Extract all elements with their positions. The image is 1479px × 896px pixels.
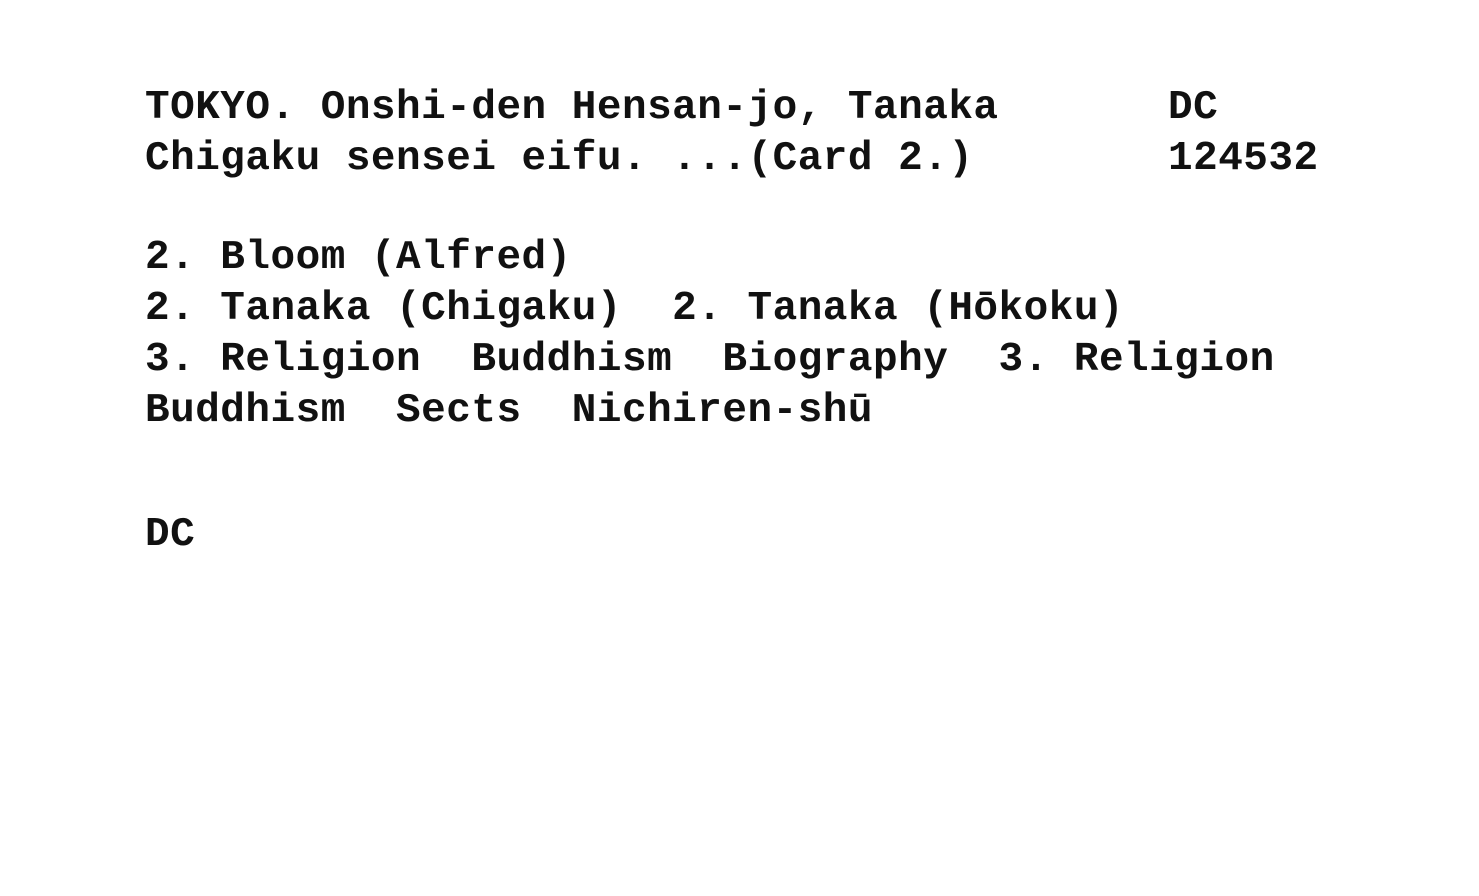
tracing-line-2: 2. Tanaka (Chigaku) 2. Tanaka (Hōkoku)	[145, 286, 1125, 332]
card-heading-line-1: TOKYO. Onshi-den Hensan-jo, Tanaka	[145, 85, 999, 131]
tracing-line-3: 3. Religion Buddhism Biography 3. Religion	[145, 337, 1275, 383]
call-number: 124532	[1168, 136, 1319, 182]
footer-location-code: DC	[145, 512, 196, 558]
card-heading-line-2: Chigaku sensei eifu. ...(Card 2.)	[145, 136, 974, 182]
call-number-class: DC	[1168, 85, 1219, 131]
tracing-line-1: 2. Bloom (Alfred)	[145, 235, 572, 281]
tracing-line-4: Buddhism Sects Nichiren-shū	[145, 388, 874, 434]
